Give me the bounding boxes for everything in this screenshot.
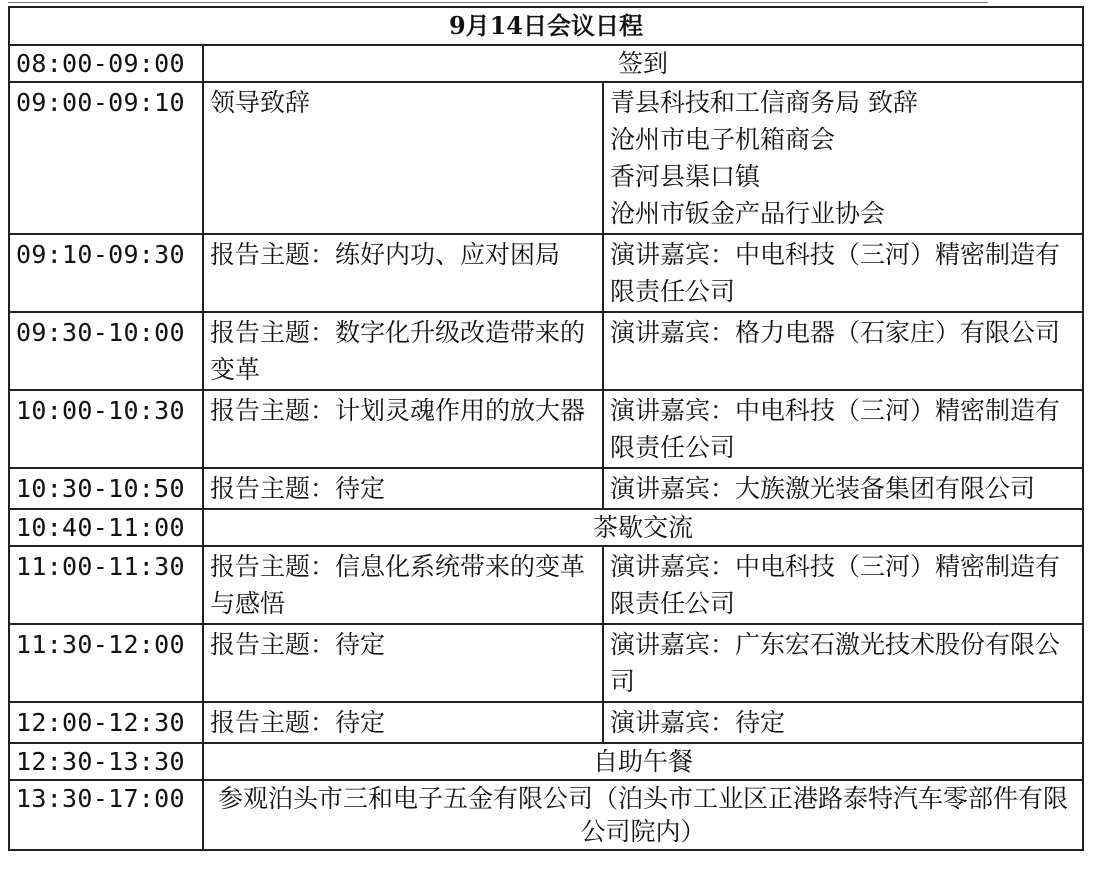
topic-cell: 报告主题：练好内功、应对困局: [203, 234, 603, 312]
speaker-cell: [603, 390, 1083, 468]
speaker-line: 青县科技和工信商务局 致辞: [610, 88, 918, 117]
time-cell: 09:00-09:10: [9, 82, 203, 234]
speaker-cell: [603, 82, 1083, 234]
topic-cell: 报告主题：待定: [203, 468, 603, 509]
schedule-row: [9, 45, 1083, 82]
topic-cell: 领导致辞: [203, 82, 603, 234]
speaker-line: 演讲嘉宾：待定: [610, 708, 786, 737]
speaker-cell: [603, 702, 1083, 743]
top-rule: [8, 2, 988, 3]
speaker-line: 沧州市电子机箱商会: [610, 125, 836, 154]
time-cell: 10:40-11:00: [9, 509, 203, 546]
speaker-cell: [603, 234, 1083, 312]
speaker-line: 演讲嘉宾：中电科技（三河）精密制造有限责任公司: [610, 240, 1061, 306]
schedule-row: [9, 312, 1083, 390]
time-cell: 09:10-09:30: [9, 234, 203, 312]
time-cell: 11:30-12:00: [9, 624, 203, 702]
schedule-row: [9, 234, 1083, 312]
merged-cell: 自助午餐: [203, 743, 1083, 780]
merged-cell: 签到: [203, 45, 1083, 82]
time-cell: 12:30-13:30: [9, 743, 203, 780]
schedule-row: [9, 468, 1083, 509]
schedule-body: [9, 45, 1083, 850]
speaker-cell: [603, 468, 1083, 509]
schedule-row: [9, 743, 1083, 780]
schedule-row: [9, 702, 1083, 743]
schedule-row: [9, 390, 1083, 468]
topic-cell: 报告主题：信息化系统带来的变革与感悟: [203, 546, 603, 624]
speaker-line: 沧州市钣金产品行业协会: [610, 199, 886, 228]
speaker-line: 演讲嘉宾：中电科技（三河）精密制造有限责任公司: [610, 552, 1061, 618]
schedule-row: [9, 780, 1083, 850]
time-cell: 12:00-12:30: [9, 702, 203, 743]
speaker-line: 演讲嘉宾：大族激光装备集团有限公司: [610, 474, 1036, 503]
schedule-table: [8, 6, 1084, 851]
speaker-line: 香河县渠口镇: [610, 162, 761, 191]
time-cell: 13:30-17:00: [9, 780, 203, 850]
topic-cell: 报告主题：计划灵魂作用的放大器: [203, 390, 603, 468]
speaker-line: 演讲嘉宾：格力电器（石家庄）有限公司: [610, 318, 1061, 347]
schedule-row: [9, 546, 1083, 624]
time-cell: 08:00-09:00: [9, 45, 203, 82]
speaker-line: 演讲嘉宾：中电科技（三河）精密制造有限责任公司: [610, 396, 1061, 462]
time-cell: 11:00-11:30: [9, 546, 203, 624]
speaker-cell: [603, 624, 1083, 702]
schedule-title: 9月14日会议日程: [9, 7, 1083, 45]
topic-cell: 报告主题：数字化升级改造带来的变革: [203, 312, 603, 390]
speaker-line: 演讲嘉宾：广东宏石激光技术股份有限公司: [610, 630, 1061, 696]
time-cell: 10:00-10:30: [9, 390, 203, 468]
time-cell: 10:30-10:50: [9, 468, 203, 509]
schedule-row: [9, 509, 1083, 546]
merged-cell: 茶歇交流: [203, 509, 1083, 546]
topic-cell: 报告主题：待定: [203, 624, 603, 702]
speaker-cell: [603, 312, 1083, 390]
topic-cell: 报告主题：待定: [203, 702, 603, 743]
time-cell: 09:30-10:00: [9, 312, 203, 390]
merged-cell: 参观泊头市三和电子五金有限公司（泊头市工业区正港路泰特汽车零部件有限公司院内）: [203, 780, 1083, 850]
schedule-row: [9, 624, 1083, 702]
speaker-cell: [603, 546, 1083, 624]
schedule-row: [9, 82, 1083, 234]
